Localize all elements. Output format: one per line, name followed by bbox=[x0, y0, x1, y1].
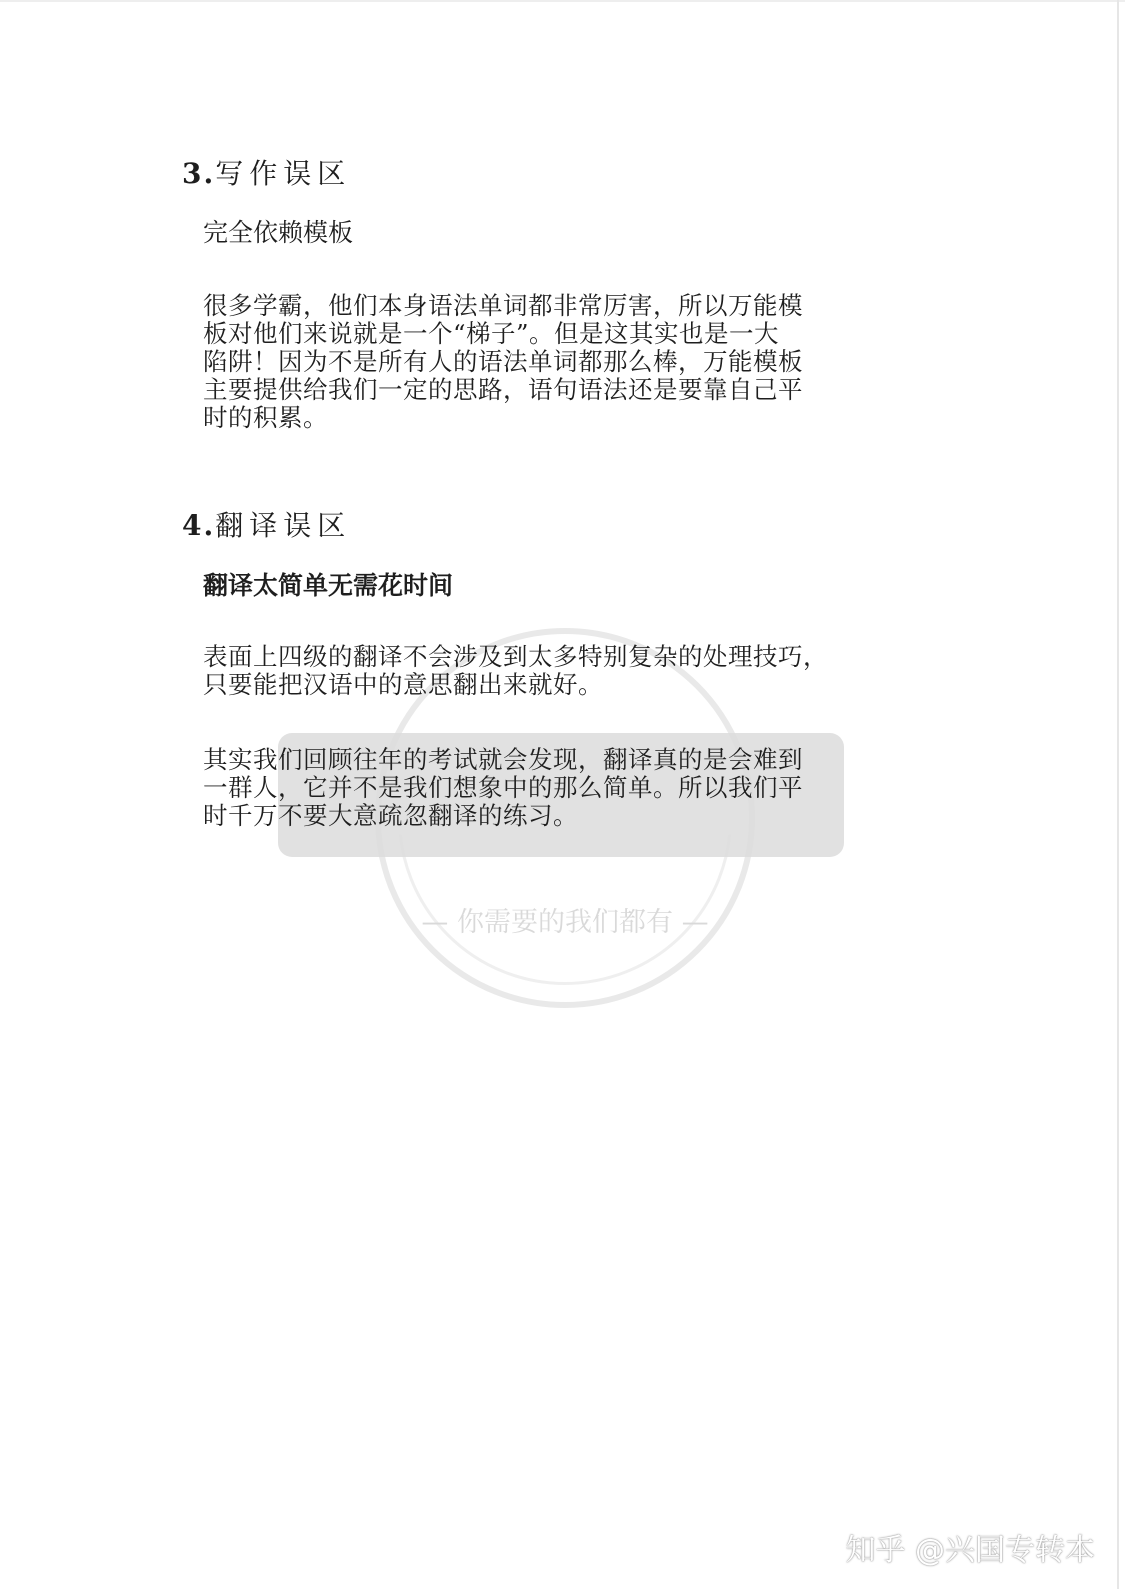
paragraph-line: 板对他们来说就是一个“梯子”。但是这其实也是一大 bbox=[203, 319, 780, 348]
paragraph-line: 很多学霸，他们本身语法单词都非常厉害，所以万能模 bbox=[203, 291, 803, 320]
paragraph-line: 一群人，它并不是我们想象中的那么简单。所以我们平 bbox=[203, 773, 803, 802]
paragraph-line: 时的积累。 bbox=[203, 403, 328, 432]
section-3-subheading: 完全依赖模板 bbox=[203, 218, 354, 247]
paragraph-line: 陷阱！因为不是所有人的语法单词都那么棒，万能模板 bbox=[203, 347, 803, 376]
paragraph-line: 其实我们回顾往年的考试就会发现，翻译真的是会难到 bbox=[203, 745, 803, 774]
section-3-paragraph bbox=[203, 292, 803, 432]
section-4-paragraph-2 bbox=[203, 746, 803, 830]
paragraph-line: 只要能把汉语中的意思翻出来就好。 bbox=[203, 670, 603, 699]
watermark-slogan: — 你需要的我们都有 — bbox=[421, 907, 709, 938]
page-top-edge bbox=[0, 0, 1125, 2]
section-4-heading bbox=[182, 504, 351, 544]
paragraph-line: 表面上四级的翻译不会涉及到太多特别复杂的处理技巧， bbox=[203, 642, 828, 671]
section-4-paragraph-1 bbox=[203, 643, 828, 699]
section-3-title: 写作误区 bbox=[215, 157, 352, 190]
paragraph-line: 主要提供给我们一定的思路，语句语法还是要靠自己平 bbox=[203, 375, 803, 404]
section-3-number: 3. bbox=[182, 157, 216, 190]
section-4-title: 翻译误区 bbox=[215, 509, 352, 542]
section-4-number: 4. bbox=[182, 509, 216, 542]
footer-attribution: 知乎 @兴国专转本 bbox=[845, 1533, 1095, 1568]
paragraph-line: 时千万不要大意疏忽翻译的练习。 bbox=[203, 801, 578, 830]
section-3-heading bbox=[182, 152, 351, 192]
page-right-edge bbox=[1117, 0, 1119, 1589]
section-4-subheading: 翻译太简单无需花时间 bbox=[203, 571, 454, 600]
